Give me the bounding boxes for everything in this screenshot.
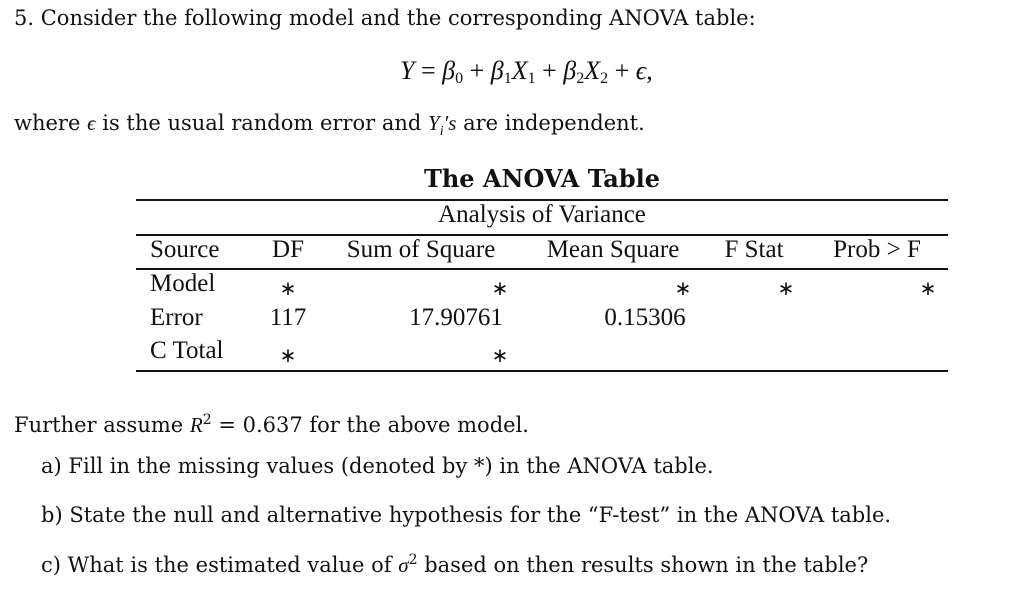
eq-beta2-sub: 2 [576,70,585,87]
eq-equals: = [420,56,436,85]
table-row-model-f: ∗ [777,276,795,300]
table-row-error-ms: 0.15306 [604,304,686,331]
assumption-line [14,412,529,438]
header-sum-of-square: Sum of Square [346,236,496,263]
part-c-label: c) [41,553,61,577]
table-subtitle: Analysis of Variance [438,201,646,228]
header-prob-f: Prob > F [833,236,921,263]
table-header-rule [136,268,948,270]
eq-beta0: β [442,56,456,85]
header-mean-square: Mean Square [546,236,680,263]
part-c-text-1: What is the estimated value of [67,553,392,577]
assume-value: = 0.637 for the above model. [218,413,529,437]
eq-x2: X [584,56,601,85]
table-row-model-ms: ∗ [674,276,692,300]
table-subtitle-rule [136,234,948,236]
eq-y: Y [400,56,415,85]
table-row-error-source: Error [150,304,203,331]
part-a-label: a) [41,454,62,478]
table-row-ctotal-source: C Total [150,337,224,364]
eq-beta1-sub: 1 [503,70,512,87]
where-y: Y [428,111,440,135]
where-text-3: are independent. [463,111,645,135]
eq-x2-sub: 2 [600,70,609,87]
model-equation [400,56,653,88]
part-b-label: b) [41,503,63,527]
table-bottom-rule [136,370,948,372]
where-y-sub: i [439,124,444,140]
header-f-stat: F Stat [724,236,784,263]
table-row-model-ss: ∗ [491,276,509,300]
part-c-sigma-sup: 2 [408,552,418,568]
assume-r-sup: 2 [202,412,212,428]
question-number: 5. [14,6,35,30]
table-row-error-df: 117 [269,304,307,331]
question-header [14,6,756,30]
where-epsilon: ϵ [87,111,96,135]
assume-r: R [189,413,203,437]
part-c-sigma: σ [398,553,409,577]
eq-x1-sub: 1 [527,70,536,87]
table-row-ctotal-ss: ∗ [491,343,509,367]
eq-epsilon: ϵ [635,56,647,85]
assume-text: Further assume [14,413,184,437]
eq-beta1: β [490,56,504,85]
question-intro: Consider the following model and the corresponding ANOVA table: [40,6,756,30]
header-source: Source [150,236,220,263]
table-row-model-source: Model [150,270,216,297]
table-row-model-prob: ∗ [919,276,937,300]
where-text-1: where [14,111,81,135]
where-text-2: is the usual random error and [102,111,422,135]
eq-beta0-sub: 0 [455,70,464,87]
eq-plus: + [469,56,485,85]
part-b-text: State the null and alternative hypothesis for the “F-test” in the ANOVA table. [69,503,892,527]
eq-comma: , [646,56,653,85]
part-a-text: Fill in the missing values (denoted by *) in the ANOVA table. [68,454,714,478]
part-a [41,454,714,478]
eq-plus: + [614,56,630,85]
eq-beta2: β [563,56,577,85]
table-title: The ANOVA Table [424,164,660,193]
eq-x1: X [511,56,528,85]
where-line [14,111,645,140]
header-df: DF [272,236,304,263]
part-c [41,552,868,578]
table-row-error-ss: 17.90761 [409,304,503,331]
table-row-ctotal-df: ∗ [279,343,297,367]
part-c-text-2: based on then results shown in the table? [424,553,869,577]
eq-plus: + [542,56,557,85]
table-row-model-df: ∗ [279,276,297,300]
where-y-suffix: ′s [443,111,457,135]
part-b [41,503,891,527]
